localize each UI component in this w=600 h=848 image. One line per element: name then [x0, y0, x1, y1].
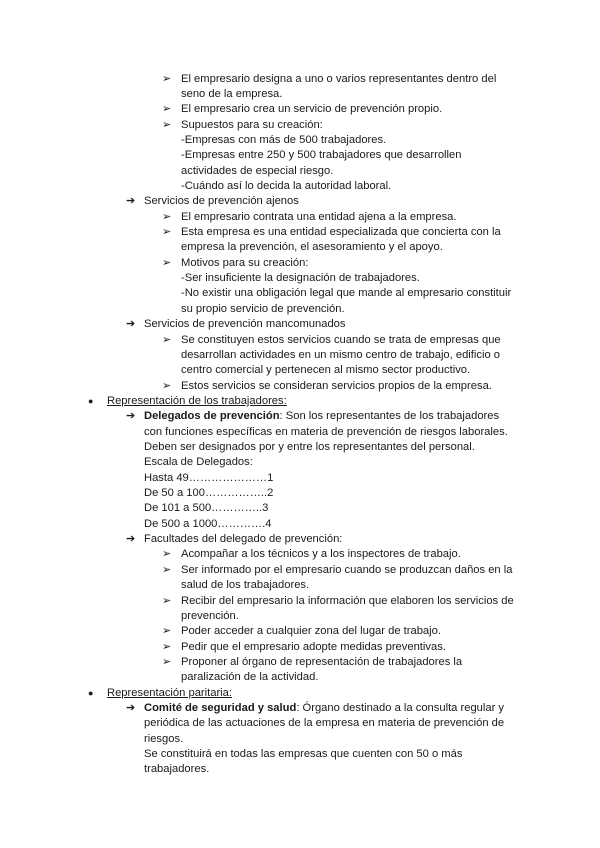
arrowhead-bullet: ➢ [162, 334, 172, 346]
text-line: Acompañar a los técnicos y a los inspectores de trabajo. [181, 548, 461, 560]
comite-label: Comité de seguridad y salud [144, 702, 297, 714]
scale-row: De 101 a 500…………..3 [144, 502, 269, 514]
delegados-label: Delegados de prevención [144, 410, 280, 422]
arrow-bullet: ➔ [126, 195, 136, 207]
text-line: Proponer al órgano de representación de trabajadores la [181, 656, 463, 668]
arrowhead-bullet: ➢ [162, 380, 172, 392]
text-line: -Ser insuficiente la designación de trabajadores. [181, 272, 420, 284]
arrowhead-bullet: ➢ [162, 226, 172, 238]
text-line: El empresario designa a uno o varios representantes dentro del [181, 73, 497, 85]
section-heading: Servicios de prevención ajenos [144, 195, 299, 207]
arrowhead-bullet: ➢ [162, 656, 172, 668]
arrowhead-bullet: ➢ [162, 564, 172, 576]
text-line: Poder acceder a cualquier zona del lugar de trabajo. [181, 625, 441, 637]
text-line: paralización de la actividad. [181, 671, 319, 683]
text-line: -No existir una obligación legal que mande al empresario constituir [181, 287, 512, 299]
comite-paragraph [144, 701, 504, 716]
arrowhead-bullet: ➢ [162, 548, 172, 560]
delegados-paragraph [144, 409, 499, 424]
delegados-text: : Son los representantes de los trabajadores [279, 410, 500, 422]
text-line: con funciones específicas en materia de prevención de riesgos laborales. [144, 426, 508, 438]
dot-bullet: ● [88, 688, 94, 698]
text-line: Escala de Delegados: [144, 456, 253, 468]
arrowhead-bullet: ➢ [162, 257, 172, 269]
text-line: salud de los trabajadores. [181, 579, 310, 591]
scale-row: Hasta 49…………………1 [144, 472, 274, 484]
text-line: prevención. [181, 610, 239, 622]
section-heading: Representación de los trabajadores: [107, 395, 287, 407]
text-line: Supuestos para su creación: [181, 119, 323, 131]
text-line: Estos servicios se consideran servicios propios de la empresa. [181, 380, 492, 392]
text-line: centro comercial y pertenecen al mismo sector productivo. [181, 364, 471, 376]
arrowhead-bullet: ➢ [162, 103, 172, 115]
arrowhead-bullet: ➢ [162, 73, 172, 85]
text-line: -Cuándo así lo decida la autoridad laboral. [181, 180, 392, 192]
section-heading: Servicios de prevención mancomunados [144, 318, 346, 330]
arrowhead-bullet: ➢ [162, 595, 172, 607]
text-line: Motivos para su creación: [181, 257, 309, 269]
text-line: El empresario crea un servicio de prevención propio. [181, 103, 443, 115]
section-heading: Facultades del delegado de prevención: [144, 533, 343, 545]
text-line: trabajadores. [144, 763, 210, 775]
text-line: Recibir del empresario la información que elaboren los servicios de [181, 595, 514, 607]
text-line: Esta empresa es una entidad especializada que concierta con la [181, 226, 501, 238]
arrowhead-bullet: ➢ [162, 641, 172, 653]
text-line: Ser informado por el empresario cuando se produzcan daños en la [181, 564, 513, 576]
dot-bullet: ● [88, 396, 94, 406]
section-heading: Representación paritaria: [107, 687, 232, 699]
text-line: -Empresas entre 250 y 500 trabajadores que desarrollen [181, 149, 462, 161]
text-line: Se constituyen estos servicios cuando se trata de empresas que [181, 334, 501, 346]
text-line: riesgos. [144, 733, 184, 745]
arrow-bullet: ➔ [126, 702, 136, 714]
text-line: -Empresas con más de 500 trabajadores. [181, 134, 387, 146]
scale-row: De 500 a 1000………….4 [144, 518, 272, 530]
text-line: su propio servicio de prevención. [181, 303, 345, 315]
arrowhead-bullet: ➢ [162, 211, 172, 223]
text-line: desarrollan actividades en un mismo centro de trabajo, edificio o [181, 349, 501, 361]
arrowhead-bullet: ➢ [162, 119, 172, 131]
arrow-bullet: ➔ [126, 410, 136, 422]
arrow-bullet: ➔ [126, 533, 136, 545]
text-line: Deben ser designados por y entre los representantes del personal. [144, 441, 475, 453]
text-line: seno de la empresa. [181, 88, 283, 100]
text-line: Se constituirá en todas las empresas que cuenten con 50 o más [144, 748, 463, 760]
text-line: periódica de las actuaciones de la empresa en materia de prevención de [144, 717, 505, 729]
text-line: actividades de especial riesgo. [181, 165, 334, 177]
scale-row: De 50 a 100……………..2 [144, 487, 274, 499]
text-line: El empresario contrata una entidad ajena a la empresa. [181, 211, 457, 223]
text-line: empresa la prevención, el asesoramiento y el apoyo. [181, 241, 443, 253]
arrow-bullet: ➔ [126, 318, 136, 330]
comite-text: : Órgano destinado a la consulta regular y [296, 702, 505, 714]
arrowhead-bullet: ➢ [162, 625, 172, 637]
text-line: Pedir que el empresario adopte medidas preventivas. [181, 641, 446, 653]
